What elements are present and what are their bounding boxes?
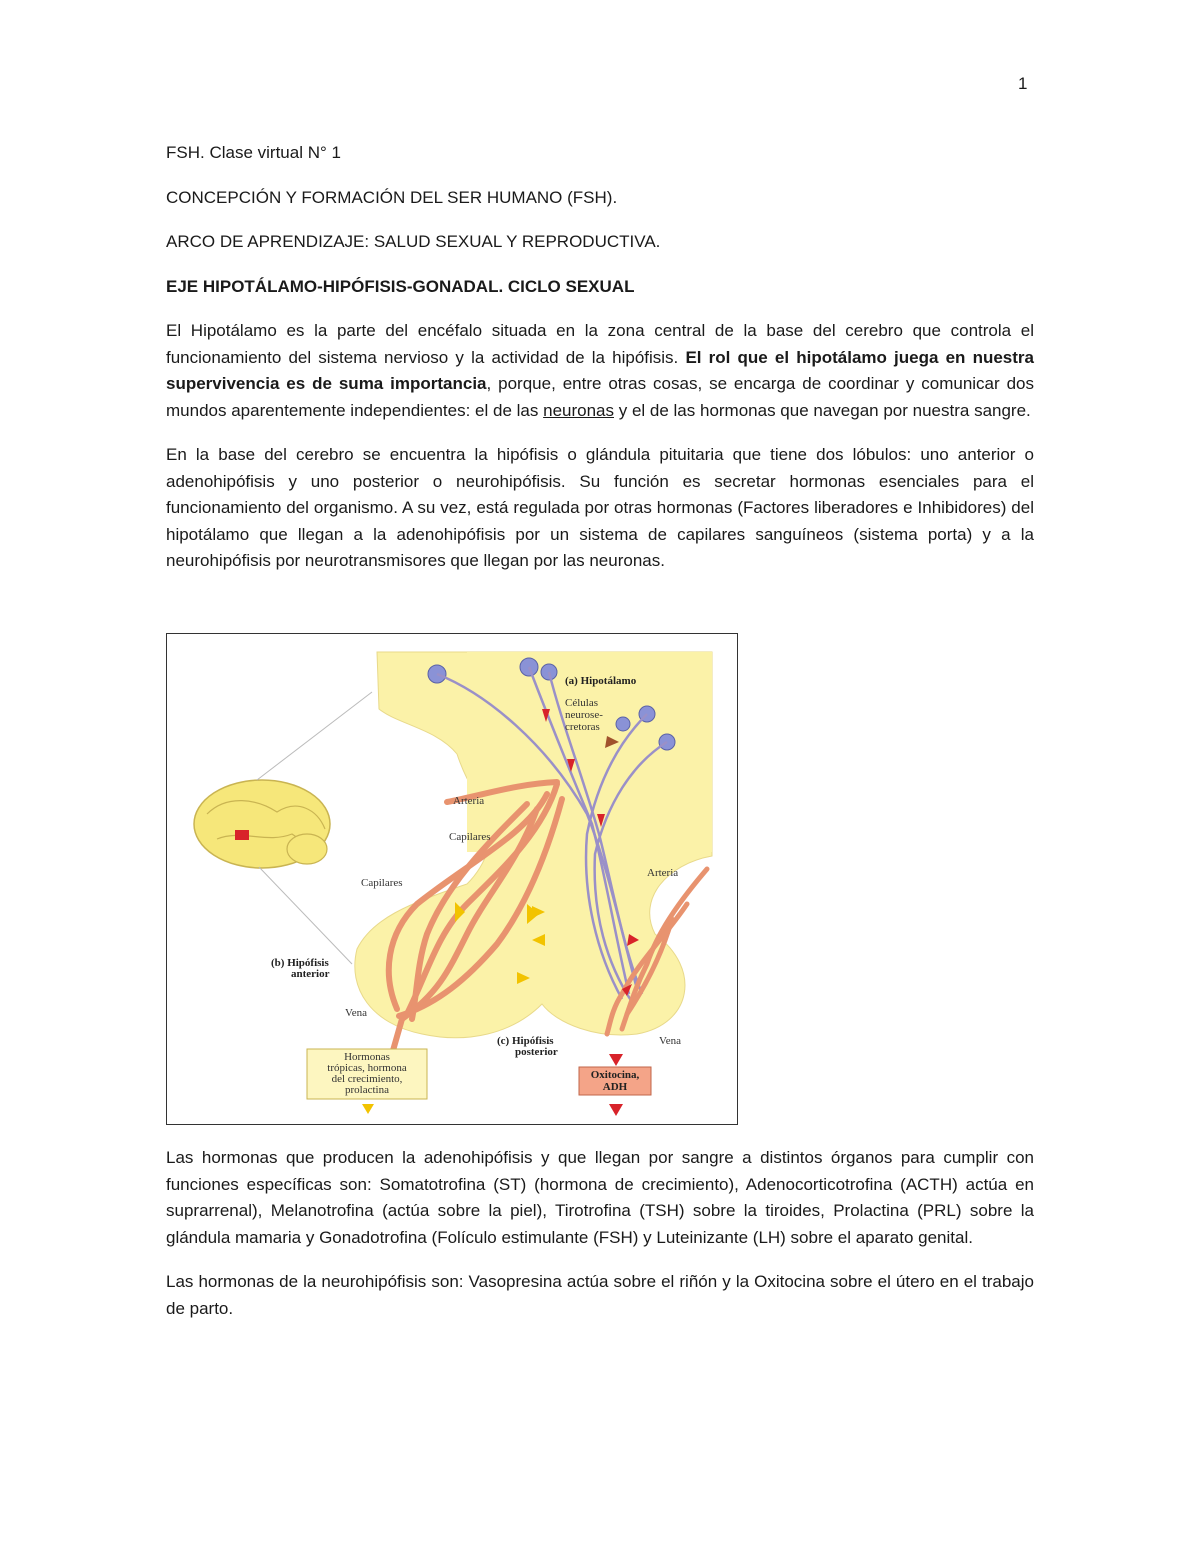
box-right-line-2: ADH xyxy=(602,1081,628,1093)
label-celulas-3: cretoras xyxy=(565,721,600,733)
label-arteria-right: Arteria xyxy=(647,867,679,879)
label-hipofisis-posterior-2: posterior xyxy=(515,1046,558,1058)
document-body xyxy=(166,140,1034,593)
label-arteria-left: Arteria xyxy=(453,795,485,807)
box-left-line-2: trópicas, hormona xyxy=(327,1062,407,1074)
box-right-line-1: Oxitocina, xyxy=(590,1069,640,1081)
paragraph-neurohipofisis: Las hormonas de la neurohipófisis son: Vasopresina actúa sobre el riñón y la Oxitocina sobre el útero en el trabajo de parto. xyxy=(166,1272,1034,1318)
label-vena-left: Vena xyxy=(345,1007,367,1019)
label-capilares-1: Capilares xyxy=(449,831,491,843)
label-hipotalamo: (a) Hipotálamo xyxy=(565,675,637,687)
class-title: FSH. Clase virtual N° 1 xyxy=(166,143,341,162)
label-celulas-1: Células xyxy=(565,697,598,709)
hypothalamus-pituitary-figure xyxy=(166,633,738,1125)
section-heading: EJE HIPOTÁLAMO-HIPÓFISIS-GONADAL. CICLO SEXUAL xyxy=(166,276,635,296)
paragraph-hipofisis: En la base del cerebro se encuentra la hipófisis o glándula pituitaria que tiene dos lóbulos: uno anterior o adenohipófisis y uno posterior o neurohipófisis. Su función es secretar hormonas esenciales para el funcionamiento del organismo. A su vez, está regulada por otras hormonas (Factores liberadores e Inhibidores) del hipotálamo que llegan a la adenohipófisis por un sistema de capilares sanguíneos (sistema porta) y a la neurohipófisis por neurotransmisores que llegan por las neuronas. xyxy=(166,445,1034,570)
course-title: CONCEPCIÓN Y FORMACIÓN DEL SER HUMANO (FSH). xyxy=(166,187,618,207)
page-number: 1 xyxy=(1018,74,1028,93)
paragraph-hipotalamo xyxy=(166,318,1034,424)
label-hipofisis-anterior-2: anterior xyxy=(291,968,330,980)
underlined-link-text: neuronas xyxy=(543,400,614,420)
box-left-line-3: del crecimiento, xyxy=(331,1073,403,1085)
learning-arc: ARCO DE APRENDIZAJE: SALUD SEXUAL Y REPRODUCTIVA. xyxy=(166,232,661,251)
label-capilares-2: Capilares xyxy=(361,877,403,889)
document-body-continued xyxy=(166,1145,1034,1340)
zoom-line-top xyxy=(257,692,372,780)
bold-text: El rol que el hipotálamo juega en nuestra supervivencia es de suma importancia xyxy=(166,347,1034,393)
brain-icon xyxy=(194,780,330,868)
label-vena-right: Vena xyxy=(659,1035,681,1047)
box-left-line-4: prolactina xyxy=(345,1084,389,1096)
label-celulas-2: neurose- xyxy=(565,709,603,721)
figure-illustration xyxy=(167,634,737,1124)
zoom-line-bottom xyxy=(259,867,352,964)
label-hipofisis-posterior-1: (c) Hipófisis xyxy=(497,1035,554,1047)
paragraph-adenohipofisis: Las hormonas que producen la adenohipófisis y que llegan por sangre a distintos órganos para cumplir con funciones específicas son: Somatotrofina (ST) (hormona de crecimiento), Adenocorticotrofina (ACTH) actúa en suprarrenal), Melanotrofina (actúa sobre la piel), Tirotrofina (TSH) sobre la tiroides, Prolactina (PRL) sobre la glándula mamaria y Gonadotrofina (Folículo estimulante (FSH) y Luteinizante (LH) sobre el aparato genital. xyxy=(166,1148,1034,1247)
box-left-line-1: Hormonas xyxy=(344,1051,390,1063)
label-hipofisis-anterior-1: (b) Hipófisis xyxy=(271,957,329,969)
paragraph-text: El Hipotálamo es la parte del encéfalo situada en la zona central de la base del cerebro que controla el funcionamiento del sistema nervioso y la actividad de la hipófisis. xyxy=(166,321,1034,367)
paragraph-text: y el de las hormonas que navegan por nuestra sangre. xyxy=(614,400,1031,420)
paragraph-text: , porque, entre otras cosas, se encarga de coordinar y comunicar dos mundos aparentemente independientes: el de las xyxy=(166,374,1034,420)
